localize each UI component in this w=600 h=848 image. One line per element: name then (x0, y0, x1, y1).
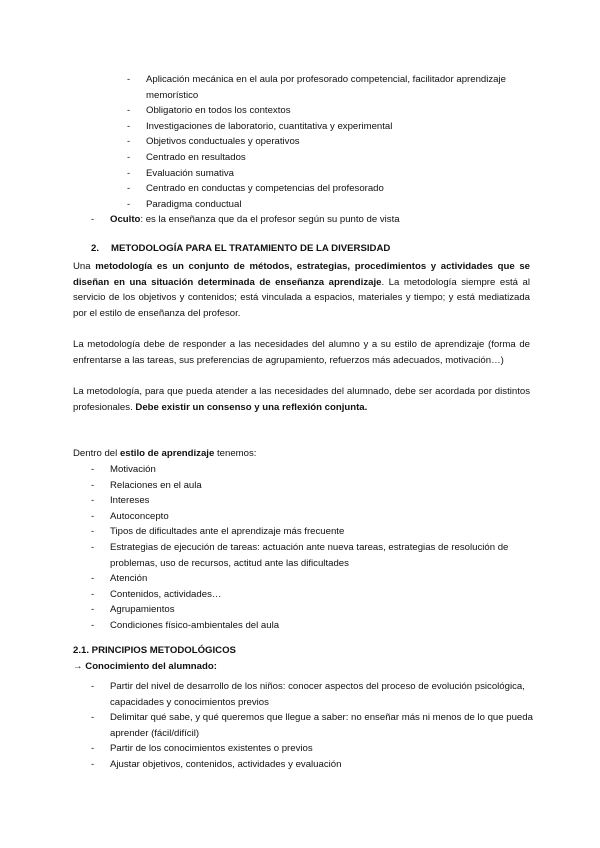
definition-bold: metodología es un conjunto de métodos, estrategias, procedimientos y actividades que se diseñan en una situación determinada de enseñanza aprendizaje (73, 261, 530, 288)
bullet-dash: - (91, 214, 95, 225)
bullet-dash: - (127, 167, 131, 179)
style-intro: Dentro del estilo de aprendizaje tenemos: (73, 448, 257, 459)
list-item: - Relaciones en el aula (91, 478, 541, 494)
list-item: - Contenidos, actividades… (91, 587, 541, 603)
characteristics-list (127, 72, 542, 212)
bullet-dash: - (91, 495, 95, 507)
list-item: - Autoconcepto (91, 509, 541, 525)
bullet-dash: - (91, 604, 95, 616)
oculto-list (91, 212, 541, 228)
list-item: - Agrupamientos (91, 602, 541, 618)
definition-paragraph: Una metodología es un conjunto de métodos, estrategias, procedimientos y actividades que se diseñan en una situación determinada de enseñanza aprendizaje. La metodología siempre está al servicio de los objetivos y contenidos; está vinculada a espacios, materiales y tiempo; y está mediatizada por el estilo de enseñanza del profesor. (73, 261, 530, 319)
principles-list (91, 679, 541, 773)
bullet-dash: - (91, 619, 95, 631)
section-2-heading (91, 243, 390, 254)
list-item: - Ajustar objetivos, contenidos, actividades y evaluación (91, 757, 541, 773)
learning-style-list (91, 462, 541, 634)
bullet-dash: - (91, 758, 95, 770)
bullet-dash: - (127, 105, 131, 117)
list-item-oculto (91, 212, 541, 228)
bullet-dash: - (91, 681, 95, 692)
list-item: - Investigaciones de laboratorio, cuantitativa y experimental (127, 119, 542, 135)
bullet-dash: - (91, 712, 95, 724)
bullet-dash: - (91, 479, 95, 491)
subsection-heading: → Conocimiento del alumnado: (73, 661, 217, 672)
bullet-dash: - (91, 510, 95, 522)
bullet-dash: - (91, 743, 95, 755)
bullet-dash: - (127, 183, 131, 195)
list-item: - Condiciones físico-ambientales del aula (91, 618, 541, 634)
section-2-1-heading: 2.1. PRINCIPIOS METODOLÓGICOS (73, 645, 236, 656)
bullet-dash: - (91, 541, 95, 553)
bullet-dash: - (127, 151, 131, 163)
list-item: - Obligatorio en todos los contextos (127, 103, 542, 119)
list-item: - Motivación (91, 462, 541, 478)
oculto-text: : es la enseñanza que da el profesor según su punto de vista (140, 214, 400, 225)
bullet-dash: - (91, 573, 95, 585)
list-item: - Estrategias de ejecución de tareas: actuación ante nueva tareas, estrategias de resolución de problemas, uso de recursos, actitud ante las dificultades (91, 541, 509, 569)
bullet-dash: - (91, 526, 95, 538)
list-item: - Aplicación mecánica en el aula por profesorado competencial, facilitador aprendizaje memorístico (127, 74, 506, 101)
list-item: - Intereses (91, 493, 541, 509)
list-item: - Partir del nivel de desarrollo de los niños: conocer aspectos del proceso de evolución psicológica, capacidades y conocimientos previos (91, 681, 525, 708)
bullet-dash: - (127, 198, 131, 210)
paragraph-needs: La metodología debe de responder a las necesidades del alumno y a su estilo de aprendizaje (forma de enfrentarse a las tareas, sus preferencias de agrupamiento, refuerzos más adecuados, motivación…) (73, 339, 530, 366)
section-number: 2. (91, 243, 100, 254)
list-item: - Centrado en conductas y competencias del profesorado (127, 181, 542, 197)
list-item: - Partir de los conocimientos existentes o previos (91, 741, 541, 757)
list-item: - Evaluación sumativa (127, 166, 542, 182)
bullet-dash: - (127, 74, 131, 85)
section-title: METODOLOGÍA PARA EL TRATAMIENTO DE LA DIVERSIDAD (111, 243, 391, 254)
list-item: - Paradigma conductual (127, 197, 542, 213)
paragraph-agreement: La metodología, para que pueda atender a las necesidades del alumnado, debe ser acordada por distintos profesionales. Debe existir un consenso y una reflexión conjunta. (73, 386, 530, 413)
list-item: - Tipos de dificultades ante el aprendizaje más frecuente (91, 524, 541, 540)
oculto-term: Oculto (110, 214, 141, 225)
bullet-dash: - (91, 464, 95, 475)
bullet-dash: - (91, 588, 95, 600)
style-intro-bold: estilo de aprendizaje (119, 448, 215, 459)
list-item: - Delimitar qué sabe, y qué queremos que llegue a saber: no enseñar más ni menos de lo que pueda aprender (fácil/difícil) (91, 712, 533, 739)
list-item: - Centrado en resultados (127, 150, 542, 166)
agreement-bold: Debe existir un consenso y una reflexión conjunta. (135, 401, 368, 413)
bullet-dash: - (127, 120, 131, 132)
bullet-dash: - (127, 136, 131, 148)
list-item: - Objetivos conductuales y operativos (127, 134, 542, 150)
list-item: - Atención (91, 571, 541, 587)
